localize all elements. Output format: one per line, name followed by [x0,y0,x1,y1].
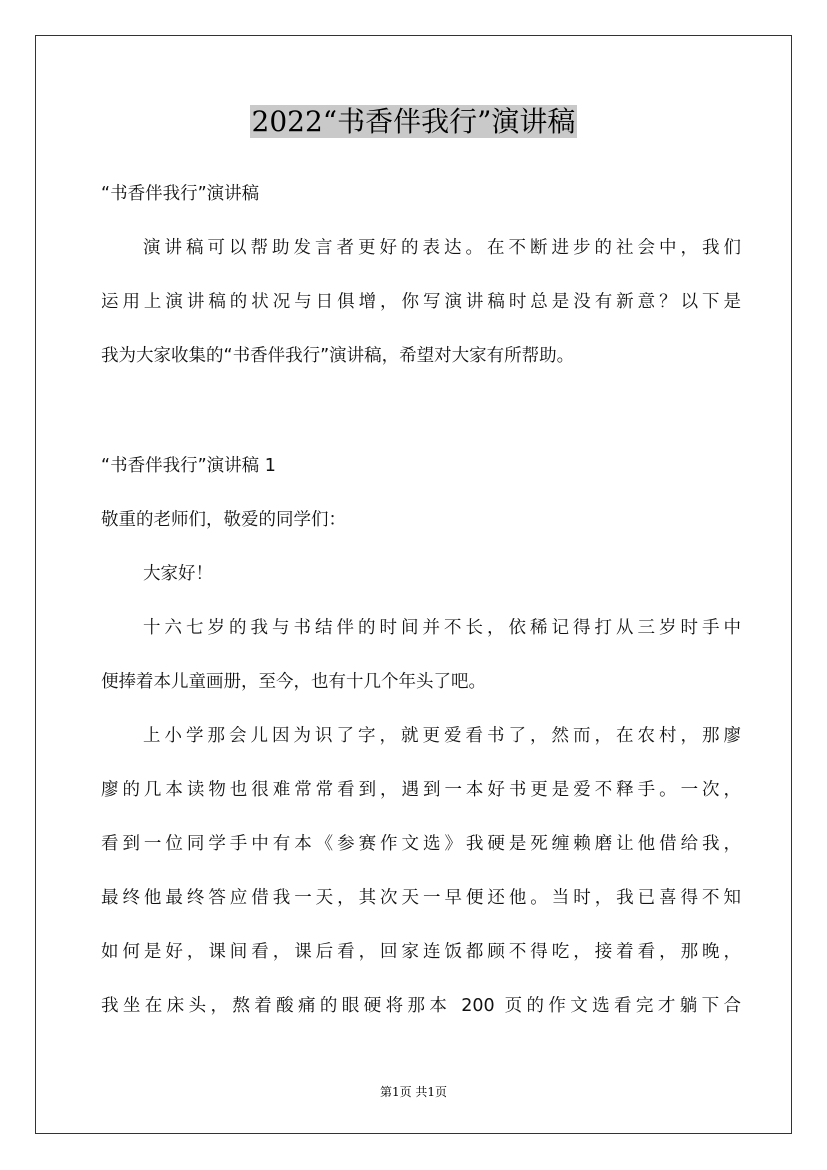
paragraph-line: 十六七岁的我与书结伴的时间并不长，依稀记得打从三岁时手中 [143,618,741,638]
paragraph-line: 便捧着本儿童画册，至今，也有十几个年头了吧。 [101,672,486,692]
paragraph-line: 如何是好，课间看，课后看，回家连饭都顾不得吃，接着看，那晚， [101,942,741,962]
paragraph-line: 我为大家收集的“书香伴我行”演讲稿，希望对大家有所帮助。 [101,346,575,366]
paragraph-line: 廖的几本读物也很难常常看到，遇到一本好书更是爱不释手。一次， [101,780,741,800]
title-text: 2022“书香伴我行”演讲稿 [251,105,576,138]
salutation-line: 敬重的老师们，敬爱的同学们： [101,510,346,530]
section-heading: “书香伴我行”演讲稿 1 [101,456,276,476]
paragraph-line: 看到一位同学手中有本《参赛作文选》我硬是死缠赖磨让他借给我， [101,834,741,854]
subtitle-line: “书香伴我行”演讲稿 [101,184,260,204]
paragraph-line: 最终他最终答应借我一天，其次天一早便还他。当时，我已喜得不知 [101,888,741,908]
paragraph-line: 上小学那会儿因为识了字，就更爱看书了，然而，在农村，那廖 [143,726,741,746]
paragraph-line: 演讲稿可以帮助发言者更好的表达。在不断进步的社会中，我们 [143,238,741,258]
paragraph-line: 运用上演讲稿的状况与日俱增，你写演讲稿时总是没有新意？以下是 [101,292,741,312]
page-number-footer: 第1页 共1页 [379,1085,448,1099]
paragraph-line: 我坐在床头，熬着酸痛的眼硬将那本 200 页的作文选看完才躺下合 [101,996,741,1016]
document-title [0,100,827,144]
greeting-line: 大家好！ [143,564,213,584]
